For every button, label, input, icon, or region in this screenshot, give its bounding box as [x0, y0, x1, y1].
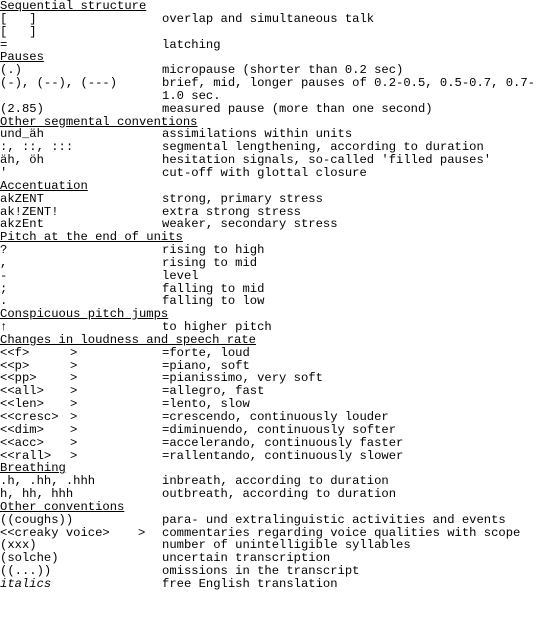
- section-heading-sequential-structure: Sequential structure: [0, 0, 147, 13]
- legend-description: brief, mid, longer pauses of 0.2-0.5, 0.5-0.7, 0.7-1.0 sec.: [162, 76, 535, 103]
- section-heading-other-conventions: Other conventions: [0, 499, 125, 514]
- legend-description: free English translation: [162, 576, 338, 591]
- legend-description: rising to mid: [162, 255, 258, 270]
- legend-description: inbreath, according to duration: [162, 474, 389, 489]
- legend-symbol: ,: [0, 255, 8, 270]
- legend-description: overlap and simultaneous talk: [162, 11, 375, 26]
- legend-row: [0, 514, 553, 527]
- legend-row: [0, 13, 553, 26]
- legend-symbol: <<dim>: [0, 422, 44, 437]
- legend-symbol: <<pp>: [0, 371, 37, 386]
- legend-row: [0, 450, 553, 463]
- legend-symbol: <<creaky voice>: [0, 525, 110, 540]
- legend-row: [0, 385, 553, 398]
- legend-row: [0, 257, 553, 270]
- legend-description: =allegro, fast: [162, 384, 265, 399]
- legend-symbol: <<len>: [0, 397, 44, 412]
- legend-row: [0, 578, 553, 591]
- scope-close-bracket: >: [70, 384, 78, 399]
- legend-symbol: <<f>: [0, 345, 30, 360]
- legend-description: micropause (shorter than 0.2 sec): [162, 63, 404, 78]
- scope-close-bracket: >: [70, 345, 78, 360]
- legend-symbol: [ ]: [0, 11, 37, 26]
- legend-symbol: <<acc>: [0, 435, 44, 450]
- scope-close-bracket: >: [70, 410, 78, 424]
- legend-symbol: ak!ZENT!: [0, 204, 59, 219]
- legend-row: [0, 372, 553, 385]
- legend-symbol: <<rall>: [0, 448, 52, 463]
- legend-description: para- und extralinguistic activities and events: [162, 512, 506, 527]
- scope-close-bracket: >: [138, 525, 146, 540]
- legend-row: [0, 321, 553, 334]
- legend-description: =crescendo, continuously louder: [162, 410, 389, 424]
- legend-row: [0, 39, 553, 52]
- legend-symbol: italics: [0, 576, 52, 591]
- legend-description: extra strong stress: [162, 204, 301, 219]
- legend-description: commentaries regarding voice qualities with scope: [162, 525, 521, 540]
- legend-row: [0, 77, 553, 103]
- section-heading-accentuation: Accentuation: [0, 178, 88, 193]
- scope-close-bracket: >: [70, 435, 78, 450]
- legend-row: [0, 103, 553, 116]
- scope-close-bracket: >: [70, 358, 78, 373]
- legend-description: latching: [162, 37, 221, 52]
- legend-description: weaker, secondary stress: [162, 217, 338, 232]
- legend-symbol: akzEnt: [0, 217, 44, 232]
- legend-description: strong, primary stress: [162, 191, 323, 206]
- section-heading-pauses: Pauses: [0, 50, 44, 65]
- legend-symbol: (2.85): [0, 101, 44, 116]
- legend-symbol: [ ]: [0, 24, 37, 39]
- legend-description: =pianissimo, very soft: [162, 371, 323, 386]
- legend-symbol: :, ::, :::: [0, 140, 74, 155]
- scope-close-bracket: >: [70, 422, 78, 437]
- legend-symbol: <<all>: [0, 384, 44, 399]
- legend-row: [0, 424, 553, 437]
- legend-row: [0, 26, 553, 39]
- legend-description: falling to low: [162, 294, 265, 309]
- legend-symbol: akZENT: [0, 191, 44, 206]
- section-heading-pitch-end-of-units: Pitch at the end of units: [0, 230, 183, 245]
- legend-symbol: ': [0, 165, 8, 180]
- section-heading-loudness-speech-rate: Changes in loudness and speech rate: [0, 332, 256, 347]
- legend-symbol: und_äh: [0, 127, 44, 142]
- legend-symbol: h, hh, hhh: [0, 487, 74, 502]
- legend-description: omissions in the transcript: [162, 564, 360, 579]
- legend-description: rising to high: [162, 243, 265, 258]
- legend-description: measured pause (more than one second): [162, 101, 433, 116]
- legend-description: outbreath, according to duration: [162, 487, 397, 502]
- legend-description: to higher pitch: [162, 320, 272, 335]
- legend-row: [0, 347, 553, 360]
- legend-description: =diminuendo, continuously softer: [162, 422, 397, 437]
- legend-symbol: -: [0, 268, 8, 283]
- legend-symbol: (-), (--), (---): [0, 76, 118, 91]
- legend-symbol: ?: [0, 243, 8, 258]
- scope-close-bracket: >: [70, 397, 78, 412]
- legend-description: level: [162, 268, 199, 283]
- legend-description: hesitation signals, so-called 'filled pauses': [162, 153, 492, 168]
- legend-symbol: ;: [0, 281, 8, 296]
- section-heading-pitch-jumps: Conspicuous pitch jumps: [0, 307, 169, 322]
- legend-symbol: .: [0, 294, 8, 309]
- legend-description: cut-off with glottal closure: [162, 165, 367, 180]
- legend-row: [0, 411, 553, 424]
- scope-close-bracket: >: [70, 448, 78, 463]
- scope-close-bracket: >: [70, 371, 78, 386]
- legend-description: =lento, slow: [162, 397, 250, 412]
- legend-description: =forte, loud: [162, 345, 250, 360]
- legend-row: [0, 270, 553, 283]
- legend-row: [0, 437, 553, 450]
- legend-symbol: <<p>: [0, 358, 30, 373]
- legend-symbol: =: [0, 37, 8, 52]
- legend-symbol: (solche): [0, 551, 59, 566]
- section-heading-breathing: Breathing: [0, 461, 66, 476]
- legend-symbol: ((...)): [0, 564, 52, 579]
- legend-symbol: äh, öh: [0, 153, 44, 168]
- legend-row: [0, 244, 553, 257]
- legend-row: [0, 167, 553, 180]
- legend-description: =accelerando, continuously faster: [162, 435, 404, 450]
- legend-symbol: ((coughs)): [0, 512, 74, 527]
- legend-description: falling to mid: [162, 281, 265, 296]
- legend-symbol: (.): [0, 63, 22, 78]
- legend-description: =rallentando, continuously slower: [162, 448, 404, 463]
- legend-description: =piano, soft: [162, 358, 250, 373]
- legend-description: assimilations within units: [162, 127, 353, 142]
- legend-symbol: (xxx): [0, 538, 37, 553]
- legend-description: uncertain transcription: [162, 551, 331, 566]
- legend-description: number of unintelligible syllables: [162, 538, 411, 553]
- legend-symbol: .h, .hh, .hhh: [0, 474, 96, 489]
- up-arrow-icon: ↑: [0, 320, 8, 335]
- section-heading-segmental-conventions: Other segmental conventions: [0, 114, 198, 129]
- legend-symbol: <<cresc>: [0, 410, 59, 424]
- legend-row: [0, 488, 553, 501]
- legend-row: [0, 283, 553, 296]
- legend-description: segmental lengthening, according to duration: [162, 140, 484, 155]
- legend-row: [0, 193, 553, 206]
